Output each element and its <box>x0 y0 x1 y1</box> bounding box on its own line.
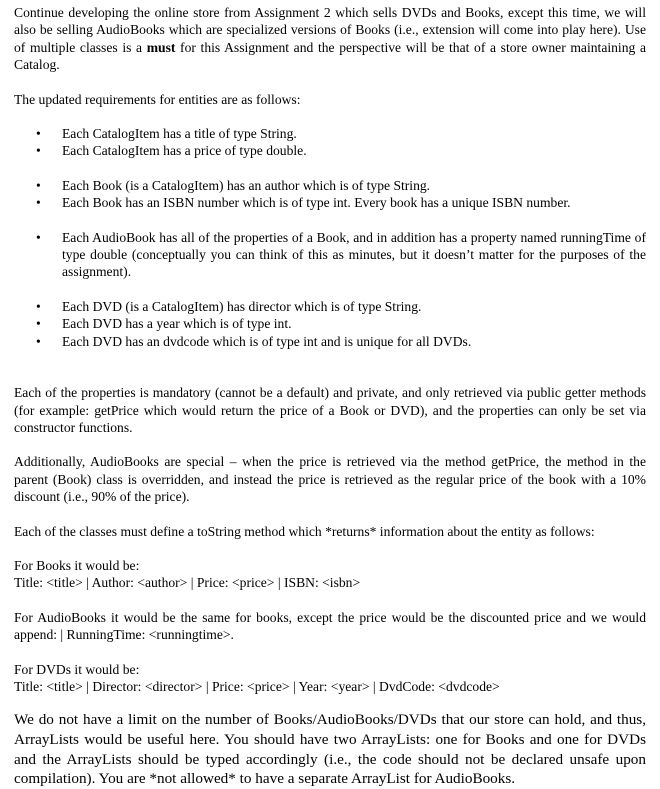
bullet-icon: • <box>36 126 41 142</box>
bullet-group-audiobook <box>14 229 646 281</box>
dvds-format-label: For DVDs it would be: <box>14 661 140 677</box>
books-format-block <box>14 557 646 592</box>
bullet-item <box>14 125 646 142</box>
arraylists-paragraph: We do not have a limit on the number of Books/AudioBooks/DVDs that our store can hold, and thus, ArrayLists would be useful here. You should have two ArrayLists: one for Books and one for DVDs and the ArrayLists should be typed accordingly (i.e., the code should not be declared unsafe upon compilation). You are *not allowed* to have a separate ArrayList for AudioBooks. <box>14 711 646 788</box>
bullet-group-catalogitem <box>14 125 646 160</box>
bullet-text: Each CatalogItem has a title of type String. <box>62 126 297 142</box>
bullet-text: Each DVD (is a CatalogItem) has director which is of type String. <box>62 298 422 314</box>
bullet-icon: • <box>36 177 41 193</box>
bullet-item <box>14 142 646 159</box>
intro-paragraph <box>14 4 646 74</box>
bullet-text: Each Book has an ISBN number which is of type int. Every book has a unique ISBN number. <box>62 195 571 211</box>
dvds-format-block <box>14 661 646 696</box>
intro-text-end: for this Assignment and the perspective will be that of a store owner maintaining a Catalog. <box>14 39 646 73</box>
bullet-item <box>14 315 646 332</box>
bullet-text: Each Book (is a CatalogItem) has an author which is of type String. <box>62 177 431 193</box>
bullet-item <box>14 194 646 211</box>
bullet-icon: • <box>36 229 41 245</box>
bullet-text: Each AudioBook has all of the properties of a Book, and in addition has a property named runningTime of type double (conceptually you can think of this as minutes, but it doesn’t matter for the purposes of the assignment). <box>62 229 646 280</box>
bullet-text: Each DVD has an dvdcode which is of type int and is unique for all DVDs. <box>62 333 472 349</box>
bullet-icon: • <box>36 143 41 159</box>
bullet-text: Each DVD has a year which is of type int. <box>62 316 292 332</box>
bullet-item <box>14 177 646 194</box>
books-format-string: Title: <title> | Author: <author> | Price: <price> | ISBN: <isbn> <box>14 575 361 591</box>
audiobook-price-paragraph: Additionally, AudioBooks are special – when the price is retrieved via the method getPrice, the method in the parent (Book) class is overridden, and instead the price is retrieved as the regular price of the book with a 10% discount (i.e., 90% of the price). <box>14 454 646 505</box>
bullet-icon: • <box>36 333 41 349</box>
dvds-format-string: Title: <title> | Director: <director> | Price: <price> | Year: <year> | DvdCode: <dvdcode> <box>14 678 500 694</box>
requirements-heading: The updated requirements for entities are as follows: <box>14 91 301 107</box>
intro-bold-must: must <box>146 39 176 55</box>
bullet-item <box>14 298 646 315</box>
intro-text-start: Continue developing the online store from Assignment 2 which sells DVDs and Books, except this time, we will also be selling AudioBooks which are specialized versions of Books (i.e., extension will come into play here). Use of multiple classes is a <box>14 5 646 55</box>
bullet-icon: • <box>36 316 41 332</box>
bullet-icon: • <box>36 298 41 314</box>
bullet-icon: • <box>36 195 41 211</box>
bullet-item <box>14 333 646 350</box>
audiobooks-format-paragraph: For AudioBooks it would be the same for books, except the price would be the discounted price and we would append: | RunningTime: <runningtime>. <box>14 609 646 643</box>
books-format-label: For Books it would be: <box>14 557 140 573</box>
bullet-text: Each CatalogItem has a price of type double. <box>62 143 307 159</box>
bullet-item <box>14 229 646 281</box>
bullet-group-dvd <box>14 298 646 350</box>
tostring-paragraph: Each of the classes must define a toString method which *returns* information about the entity as follows: <box>14 523 595 539</box>
properties-paragraph: Each of the properties is mandatory (cannot be a default) and private, and only retrieved via public getter methods (for example: getPrice which would return the price of a Book or DVD), and the properties can only be set via constructor functions. <box>14 385 646 435</box>
bullet-group-book <box>14 177 646 212</box>
